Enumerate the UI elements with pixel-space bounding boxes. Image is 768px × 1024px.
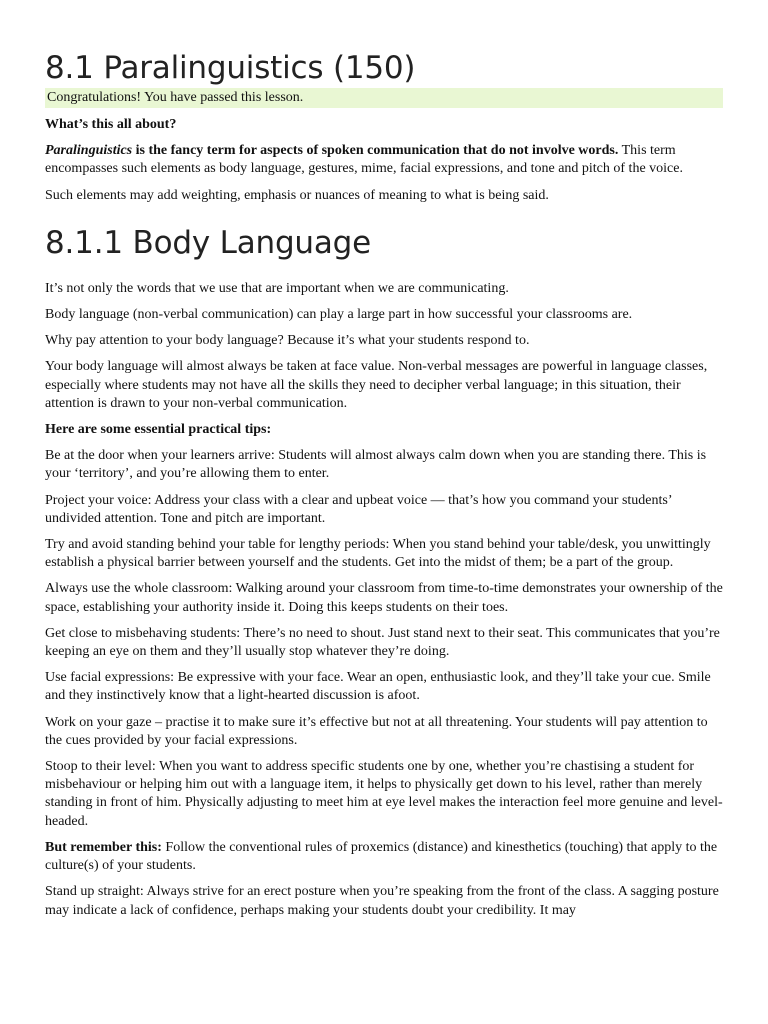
intro-term: Paralinguistics [45,143,133,159]
intro-paragraph [45,142,723,178]
section-heading-body-language: 8.1.1 Body Language [45,224,372,261]
tip-posture: Stand up straight: Always strive for an erect posture when you’re speaking from the front of the class. A sagging posture may indicate a lack of confidence, perhaps making your students doubt your credibility. It may [45,884,719,918]
remember-text: Follow the conventional rules of proxemics (distance) and kinesthetics (touching) that apply to the culture(s) of your students. [45,839,718,874]
tip-stoop: Stoop to their level: When you want to address specific students one by one, whether you’re chastising a student for misbehaviour or helping him out with a language item, it helps to physically get down to his level, rather than merely standing in front of him. Physically adjusting to meet him at eye level makes the interaction feel more genuine and level-headed. [45,759,723,829]
intro-rest-text: This term encompasses such elements as body language, gestures, mime, facial expressions, and tone and pitch of the voice. [45,143,683,177]
lesson-passed-banner: Congratulations! You have passed this lesson. [45,88,723,108]
tip-voice: Project your voice: Address your class with a clear and upbeat voice — that’s how you command your students’ undivided attention. Tone and pitch are important. [45,492,672,526]
tip-misbehaving: Get close to misbehaving students: There’s no need to shout. Just stand next to their seat. This communicates that you’re keeping an eye on them and they’ll usually stop whatever they’re doing. [45,625,720,660]
tip-classroom: Always use the whole classroom: Walking around your classroom from time-to-time demonstrates your ownership of the space, establishing your authority inside it. Doing this keeps students on their toes. [45,581,723,615]
body-paragraph-1: It’s not only the words that we use that are important when we are communicating. [45,280,509,296]
elements-paragraph: Such elements may add weighting, emphasis or nuances of meaning to what is being said. [45,187,549,203]
body-paragraph-3: Why pay attention to your body language? Because it’s what your students respond to. [45,333,530,349]
tip-table: Try and avoid standing behind your table for lengthy periods: When you stand behind your table/desk, you unwittingly establish a physical barrier between yourself and the students. Get into the midst of them; be a part of the group. [45,537,711,571]
body-paragraph-2: Body language (non-verbal communication) can play a large part in how successful your classrooms are. [45,307,633,323]
tips-heading: Here are some essential practical tips: [45,422,272,438]
remember-paragraph [45,839,723,875]
tip-facial-expressions: Use facial expressions: Be expressive with your face. Wear an open, enthusiastic look, and they’ll take your cue. Smile and they instinctively know that a light-hearted discussion is afoot. [45,670,711,704]
document-page [45,48,723,928]
tip-gaze: Work on your gaze – practise it to make sure it’s effective but not at all threatening. Your students will pay attention to the cues provided by your facial expressions. [45,714,708,748]
remember-label: But remember this: [45,839,162,855]
body-paragraph-4: Your body language will almost always be taken at face value. Non-verbal messages are powerful in language classes, especially where students may not have all the skills they need to decipher verbal language; in this situation, their attention is drawn to your non-verbal communication. [45,359,708,411]
intro-bold-text: is the fancy term for aspects of spoken communication that do not involve words. [132,143,619,159]
section-heading-paralinguistics: 8.1 Paralinguistics (150) [45,50,416,86]
tip-door: Be at the door when your learners arrive: Students will almost always calm down when you are standing there. This is your ‘territory’, and you’re allowing them to enter. [45,448,707,482]
whats-this-about-heading: What’s this all about? [45,117,177,132]
